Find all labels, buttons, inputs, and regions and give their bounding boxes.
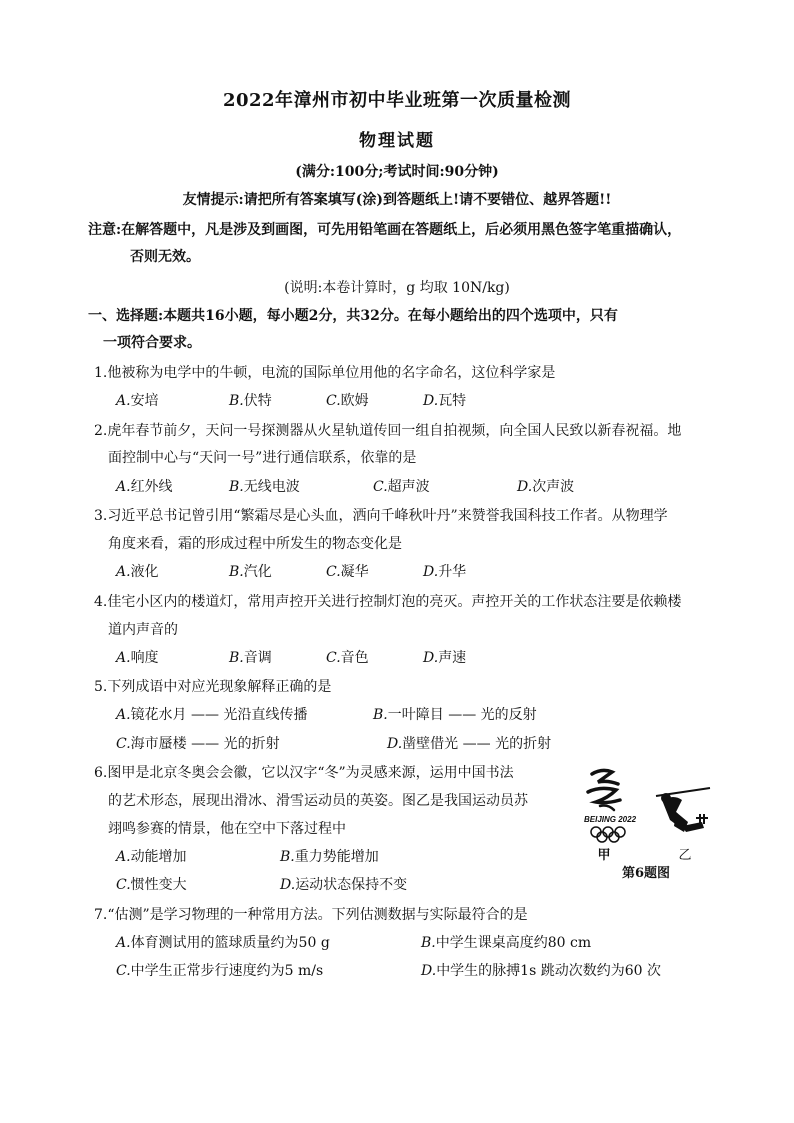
question-2-stem-cont: 面控制中心与“天问一号”进行通信联系，依靠的是 [108, 450, 417, 466]
question-4-stem: 4.佳宅小区内的楼道灯，常用声控开关进行控制灯泡的亮灭。声控开关的工作状态注要是依赖楼 [94, 594, 682, 610]
q5-option-b: B.一叶障目 —— 光的反射 [373, 707, 537, 723]
exam-title: 2022年漳州市初中毕业班第一次质量检测 [222, 90, 572, 111]
q2-option-c: C.超声波 [373, 479, 430, 495]
q7-option-d: D.中学生的脉搏1s 跳动次数约为60 次 [421, 963, 661, 979]
q2-option-d: D.次声波 [517, 479, 575, 495]
q4-option-d: D.声速 [423, 650, 467, 666]
note-line-2: 否则无效。 [130, 249, 200, 265]
q2-option-b: B.无线电波 [229, 479, 300, 495]
question-1-stem: 1.他被称为电学中的牛顿，电流的国际单位用他的名字命名，这位科学家是 [94, 365, 556, 381]
section-heading: 一、选择题:本题共16小题，每小题2分，共32分。在每小题给出的四个选项中，只有 [88, 308, 618, 324]
question-5-stem: 5.下列成语中对应光现象解释正确的是 [94, 679, 332, 695]
question-6-stem-cont-2: 翊鸣参赛的情景，他在空中下落过程中 [108, 821, 346, 837]
q2-option-a: A.红外线 [116, 479, 173, 495]
question-6-stem-cont-1: 的艺术形态，展现出滑冰、滑雪运动员的英姿。图乙是我国运动员苏 [108, 793, 528, 809]
question-6-figure [578, 760, 718, 885]
question-6-stem: 6.图甲是北京冬奥会会徽，它以汉字“冬”为灵感来源，运用中国书法 [94, 765, 514, 781]
q6-option-d: D.运动状态保持不变 [280, 877, 408, 893]
figure-caption: 第6题图 [621, 866, 671, 881]
q5-option-a: A.镜花水月 —— 光沿直线传播 [116, 707, 308, 723]
figure-svg [578, 760, 718, 885]
snowboarder-photo [656, 788, 710, 832]
score-time: (满分:100分;考试时间:90分钟) [295, 164, 499, 180]
q5-option-c: C.海市蜃楼 —— 光的折射 [116, 736, 280, 752]
q6-option-a: A.动能增加 [116, 849, 187, 865]
q1-option-a: A.安培 [116, 393, 159, 409]
q3-option-a: A.液化 [116, 564, 159, 580]
q7-option-a: A.体育测试用的篮球质量约为50 g [116, 935, 330, 951]
q1-option-c: C.欧姆 [326, 393, 369, 409]
label-yi: 乙 [678, 848, 692, 863]
q3-option-c: C.凝华 [326, 564, 369, 580]
question-4-stem-cont: 道内声音的 [108, 622, 178, 638]
friendly-tip: 友情提示:请把所有答案填写(涂)到答题纸上!请不要错位、越界答题!! [182, 192, 612, 208]
q7-option-c: C.中学生正常步行速度约为5 m/s [116, 963, 324, 979]
beijing-2022-emblem [584, 770, 637, 842]
question-3-stem-cont: 角度来看，霜的形成过程中所发生的物态变化是 [108, 536, 402, 552]
emblem-text: BEIJING 2022 [584, 815, 637, 824]
q3-option-d: D.升华 [423, 564, 467, 580]
question-2-stem: 2.虎年春节前夕，天问一号探测器从火星轨道传回一组自拍视频，向全国人民致以新春祝福。地 [94, 423, 682, 439]
q4-option-a: A.响度 [116, 650, 159, 666]
section-heading-cont: 一项符合要求。 [103, 335, 201, 351]
q6-option-c: C.惯性变大 [116, 877, 187, 893]
q1-option-b: B.伏特 [229, 393, 272, 409]
q1-option-d: D.瓦特 [423, 393, 467, 409]
question-3-stem: 3.习近平总书记曾引用“繁霜尽是心头血，洒向千峰秋叶丹”来赞誉我国科技工作者。从物理学 [94, 508, 668, 524]
q3-option-b: B.汽化 [229, 564, 272, 580]
q7-option-b: B.中学生课桌高度约80 cm [421, 935, 592, 951]
question-7-stem: 7.“估测”是学习物理的一种常用方法。下列估测数据与实际最符合的是 [94, 907, 528, 923]
q5-option-d: D.凿壁借光 —— 光的折射 [387, 736, 552, 752]
exam-subject: 物理试题 [359, 131, 435, 151]
label-jia: 甲 [597, 848, 611, 863]
q4-option-b: B.音调 [229, 650, 272, 666]
q4-option-c: C.音色 [326, 650, 369, 666]
q6-option-b: B.重力势能增加 [280, 849, 379, 865]
calc-explain: (说明:本卷计算时，g 均取 10N/kg) [284, 280, 510, 296]
note-line-1: 注意:在解答题中，凡是涉及到画图，可先用铅笔画在答题纸上，后必须用黑色签字笔重描确认， [88, 222, 682, 238]
